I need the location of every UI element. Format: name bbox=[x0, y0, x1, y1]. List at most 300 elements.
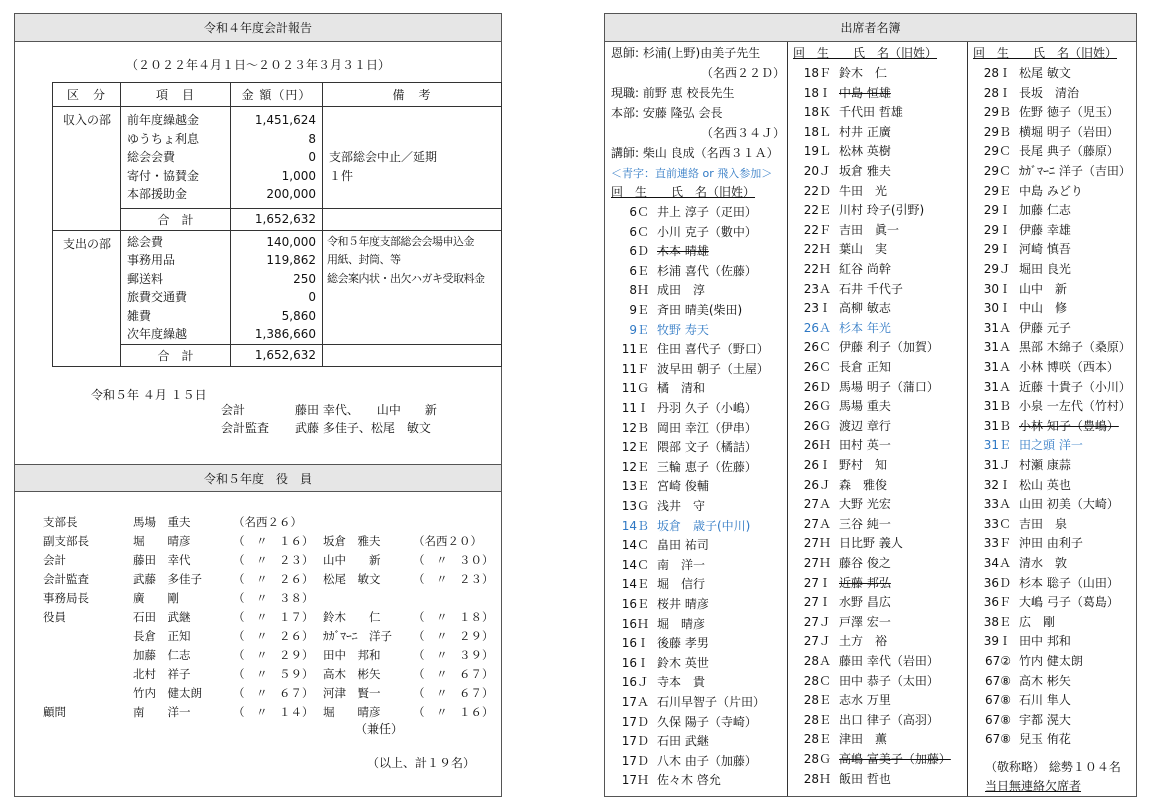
expense-amount: 119,862 bbox=[266, 253, 316, 267]
attendee-name: 牛田 光 bbox=[839, 183, 888, 198]
accounting-panel bbox=[14, 13, 502, 797]
attendee-class: 31Ｂ bbox=[983, 418, 1011, 433]
attendee-row bbox=[793, 711, 939, 731]
officer-role: 支部長 bbox=[43, 515, 78, 529]
signer-names-accounting: 藤田 幸代、 山中 新 bbox=[295, 403, 437, 417]
attendee-class: 29Ｂ bbox=[983, 124, 1011, 139]
income-amounts bbox=[231, 107, 323, 209]
attendee-name: 広 剛 bbox=[1019, 614, 1056, 629]
attendee-name: 石川早智子（片田） bbox=[657, 695, 766, 709]
officer-role: 副支部長 bbox=[43, 534, 89, 548]
attendee-name: 葉山 実 bbox=[839, 242, 888, 257]
attendee-class: 23Ｉ bbox=[803, 301, 831, 316]
attendee-name: 土方 裕 bbox=[839, 634, 888, 649]
attendee-class: 38Ｅ bbox=[983, 614, 1011, 629]
attendee-class: 11Ｇ bbox=[621, 381, 649, 396]
attendee-name: 寺本 貴 bbox=[657, 675, 706, 690]
attendee-row bbox=[973, 378, 1131, 398]
attendee-row bbox=[793, 103, 903, 123]
attendee-row bbox=[793, 730, 887, 750]
attendee-name: 成田 淳 bbox=[657, 283, 706, 298]
attendee-class: 27Ｈ bbox=[803, 556, 831, 570]
income-amount: 1,000 bbox=[281, 168, 316, 183]
attendee-row bbox=[611, 477, 709, 497]
officer-class: （ 〃 ２６） bbox=[233, 572, 314, 586]
attendee-row bbox=[793, 436, 891, 456]
attendee-name: 石田 武継 bbox=[657, 734, 709, 749]
attendee-row bbox=[611, 242, 709, 262]
attendee-class: 29Ｃ bbox=[983, 144, 1011, 159]
officer-role: 会計 bbox=[43, 553, 66, 567]
attendee-row bbox=[611, 517, 750, 537]
attendee-row bbox=[611, 654, 709, 674]
attendee-class: 11Ｆ bbox=[621, 361, 649, 376]
income-note bbox=[329, 185, 501, 204]
attendee-name: 久保 陽子（寺崎） bbox=[657, 714, 757, 729]
attendee-row bbox=[973, 123, 1119, 143]
attendee-class: 36Ｄ bbox=[983, 575, 1011, 590]
attendee-name: 杉浦 喜代（佐藤） bbox=[657, 263, 757, 278]
attendee-class: 29Ｃ bbox=[983, 164, 1011, 178]
attendee-class: 32Ｉ bbox=[983, 477, 1011, 492]
attendee-row bbox=[973, 417, 1119, 437]
attendee-name: 岡田 幸江（伊串） bbox=[657, 420, 757, 435]
attendee-row bbox=[793, 534, 903, 554]
attendee-class: 67⑧ bbox=[984, 673, 1011, 688]
attendee-name: 山田 初美（大崎） bbox=[1019, 497, 1119, 512]
officer-class: （ 〃 ２９） bbox=[413, 629, 494, 643]
attendee-class: 20Ｊ bbox=[803, 164, 831, 178]
attendee-class: 14Ｃ bbox=[621, 538, 649, 553]
officer-class: （ 〃 ２３） bbox=[233, 553, 314, 567]
report-period: （２０２２年４月１日～２０２３年３月３１日） bbox=[125, 58, 390, 72]
roster-intro-line: 恩師: 杉浦(上野)由美子先生 bbox=[611, 46, 761, 60]
attendee-class: 6Ｃ bbox=[629, 224, 649, 239]
attendee-row bbox=[793, 260, 891, 280]
attendee-name: 隈部 文子（橘詰） bbox=[657, 440, 757, 455]
expense-total: 1,652,632 bbox=[231, 344, 323, 366]
attendee-row bbox=[611, 575, 705, 595]
officer-name: 竹内 健太朗 bbox=[133, 686, 202, 700]
officer-class: （ 〃 ６７） bbox=[233, 686, 314, 700]
attendee-name: 河崎 慎吾 bbox=[1019, 242, 1071, 257]
attendee-class: 12Ｅ bbox=[621, 459, 649, 474]
attendee-class: 28Ｅ bbox=[803, 712, 831, 727]
attendee-name: 井上 淳子（疋田） bbox=[657, 205, 757, 219]
attendee-row bbox=[973, 182, 1083, 202]
attendee-name: 藤谷 俊之 bbox=[839, 556, 891, 570]
col-header-item: 項 目 bbox=[121, 83, 231, 107]
attendee-class: 31Ａ bbox=[983, 320, 1011, 335]
column-divider bbox=[787, 42, 788, 796]
attendee-name: 八木 由子（加藤） bbox=[657, 753, 757, 768]
attendee-row bbox=[793, 770, 891, 790]
officer-name: 堀 晴彦 bbox=[133, 534, 191, 548]
attendee-class: 29Ｅ bbox=[983, 183, 1011, 198]
attendee-row bbox=[973, 260, 1071, 280]
attendee-row bbox=[611, 595, 709, 615]
roster-panel bbox=[604, 13, 1137, 797]
attendee-name: 佐野 徳子（児玉） bbox=[1019, 105, 1119, 120]
officer-name: 田中 邦和 bbox=[323, 648, 381, 662]
officer-class: （ 〃 ２６） bbox=[233, 629, 314, 643]
attendee-class: 17Ｈ bbox=[621, 773, 649, 788]
attendee-name: 小林 知子（豊嶋） bbox=[1019, 418, 1119, 433]
attendee-row bbox=[611, 203, 757, 223]
expense-notes bbox=[323, 230, 502, 344]
attendee-class: 33Ｃ bbox=[983, 516, 1011, 531]
attendee-name: 南 洋一 bbox=[657, 557, 706, 572]
expense-amount: 140,000 bbox=[266, 234, 316, 249]
attendee-class: 6Ｃ bbox=[629, 205, 649, 219]
attendee-class: 17Ｄ bbox=[621, 714, 649, 729]
attendee-name: 伊藤 幸雄 bbox=[1019, 222, 1071, 237]
attendee-name: 長尾 典子（藤原） bbox=[1019, 144, 1119, 159]
attendee-row bbox=[793, 417, 891, 437]
roster-intro-line: 現職: 前野 恵 校長先生 bbox=[611, 86, 735, 100]
attendee-row bbox=[611, 360, 769, 380]
attendee-class: 31Ｅ bbox=[983, 438, 1011, 453]
attendee-row bbox=[793, 593, 891, 613]
attendee-class: 26Ｈ bbox=[803, 438, 831, 453]
attendee-name: 野村 知 bbox=[839, 458, 888, 472]
attendee-name: 小泉 一左代（竹村） bbox=[1019, 399, 1131, 414]
attendee-name: 桜井 晴彦 bbox=[657, 597, 709, 611]
attendee-class: 31Ａ bbox=[983, 360, 1011, 374]
attendee-row bbox=[973, 397, 1131, 417]
attendee-row bbox=[793, 613, 891, 633]
attendee-row bbox=[973, 613, 1055, 633]
attendee-row bbox=[611, 752, 757, 772]
attendee-row bbox=[611, 399, 757, 419]
attendee-name: 波早田 朝子（土屋） bbox=[657, 361, 769, 376]
attendee-row bbox=[973, 436, 1083, 456]
officer-class: （ 〃 ２３） bbox=[413, 572, 494, 586]
attendee-class: 27Ｊ bbox=[803, 614, 831, 629]
expense-note bbox=[327, 325, 501, 344]
roster-intro-line: 講師: 柴山 良成（名西３１Ａ） bbox=[611, 146, 779, 160]
attendee-class: 27Ａ bbox=[803, 516, 831, 531]
attendee-class: 30Ｉ bbox=[983, 301, 1011, 316]
attendee-class: 26Ｇ bbox=[803, 418, 831, 433]
attendee-name: 横堀 明子（岩田） bbox=[1019, 124, 1119, 139]
attendee-row bbox=[611, 673, 705, 693]
officer-name: 北村 祥子 bbox=[133, 667, 191, 681]
table-header-row bbox=[53, 83, 502, 107]
attendee-row bbox=[973, 319, 1071, 339]
attendee-name: 中島 みどり bbox=[1019, 183, 1083, 198]
attendee-class: 16Ｊ bbox=[621, 675, 649, 690]
expense-amount: 250 bbox=[293, 271, 316, 286]
col-header-category: 区 分 bbox=[53, 83, 121, 107]
attendee-class: 16Ｉ bbox=[621, 636, 649, 651]
attendee-name: 伊藤 利子（加賀） bbox=[839, 340, 939, 355]
officer-name: 馬場 重夫 bbox=[133, 515, 191, 529]
attendee-name: 大嶋 弓子（葛島） bbox=[1019, 595, 1119, 610]
officer-class: （ 〃 １４） bbox=[233, 705, 314, 719]
expense-amount: 1,386,660 bbox=[254, 327, 316, 341]
attendee-name: 鈴木 仁 bbox=[839, 66, 888, 80]
report-date: 令和５年 ４月 １５日 bbox=[91, 388, 207, 402]
expense-row bbox=[53, 230, 502, 344]
attendee-row bbox=[793, 495, 891, 515]
attendee-name: 長倉 正知 bbox=[839, 360, 891, 374]
officer-class: （名西２６） bbox=[233, 515, 302, 529]
attendee-class: 30Ｉ bbox=[983, 281, 1011, 296]
income-row bbox=[53, 107, 502, 209]
attendee-row bbox=[793, 632, 887, 652]
income-amount: 0 bbox=[308, 150, 316, 164]
officer-name: 山中 新 bbox=[323, 553, 381, 567]
attendee-name: 堀 信行 bbox=[657, 577, 706, 592]
attendee-name: 村井 正廣 bbox=[839, 124, 891, 139]
attendee-row bbox=[611, 458, 757, 478]
officer-concurrent-note: （兼任） bbox=[355, 722, 404, 736]
officers-title: 令和５年度 役 員 bbox=[15, 464, 501, 492]
officer-name: 高木 彬矢 bbox=[323, 667, 381, 681]
expense-note bbox=[327, 307, 501, 326]
officers-total: （以上、計１９名） bbox=[367, 756, 476, 770]
attendee-name: 日比野 義人 bbox=[839, 536, 903, 551]
attendee-row bbox=[793, 574, 891, 594]
attendee-row bbox=[793, 750, 951, 770]
attendee-name: 橘 清和 bbox=[657, 381, 706, 396]
attendee-class: 17Ａ bbox=[621, 695, 649, 709]
officer-name: 河津 賢一 bbox=[323, 686, 381, 700]
expense-note: 令和５年度支部総会会場申込金 bbox=[327, 234, 474, 248]
attendee-row bbox=[973, 280, 1067, 300]
attendee-row bbox=[973, 162, 1131, 182]
attendee-name: 浅井 守 bbox=[657, 499, 706, 513]
attendee-row bbox=[793, 221, 899, 241]
expense-note: 総会案内状・出欠ハガキ受取料金 bbox=[327, 271, 485, 285]
attendee-class: 18Ｋ bbox=[803, 105, 831, 120]
attendee-class: 6Ｄ bbox=[629, 244, 649, 259]
attendee-row bbox=[793, 652, 939, 672]
attendee-row bbox=[793, 201, 924, 221]
attendee-class: 14Ｂ bbox=[621, 518, 649, 533]
income-item: 総会会費 bbox=[127, 150, 176, 164]
officer-class: （ 〃 ３９） bbox=[413, 648, 494, 662]
attendee-class: 9Ｅ bbox=[629, 322, 649, 337]
officer-name: 加藤 仁志 bbox=[133, 648, 191, 662]
attendee-class: 28Ａ bbox=[803, 654, 831, 668]
attendee-row bbox=[973, 672, 1071, 692]
col1-header: 回 生 氏 名（旧姓） bbox=[611, 185, 756, 199]
officer-name: 石田 武継 bbox=[133, 610, 191, 624]
officer-name: 鈴木 仁 bbox=[323, 610, 381, 624]
attendee-row bbox=[973, 201, 1071, 221]
attendee-name: 松山 英也 bbox=[1019, 477, 1071, 492]
attendee-class: 26Ｄ bbox=[803, 379, 831, 394]
attendee-class: 26Ｊ bbox=[803, 477, 831, 492]
attendee-name: 畠田 祐司 bbox=[657, 538, 709, 553]
attendee-row bbox=[793, 358, 891, 378]
officer-class: （ 〃 １６） bbox=[233, 534, 314, 548]
attendee-class: 16Ｈ bbox=[621, 616, 649, 631]
attendee-class: 34Ａ bbox=[983, 556, 1011, 570]
col2-header: 回 生 氏 名（旧姓） bbox=[793, 46, 938, 60]
col-header-amount: 金 額（円） bbox=[231, 83, 323, 107]
attendee-row bbox=[793, 672, 939, 692]
officer-name: ｶｶﾞﾏｰﾆ 洋子 bbox=[323, 629, 392, 643]
expense-category bbox=[53, 230, 121, 366]
expense-item: 次年度繰越 bbox=[127, 327, 188, 341]
attendee-row bbox=[973, 299, 1067, 319]
attendee-name: 吉田 眞一 bbox=[839, 222, 900, 237]
income-amount: 8 bbox=[308, 131, 316, 146]
expense-item: 旅費交通費 bbox=[127, 290, 188, 304]
attendee-name: 三谷 純一 bbox=[839, 516, 891, 531]
attendee-row bbox=[611, 556, 705, 576]
attendee-class: 19Ｌ bbox=[803, 144, 831, 159]
attendee-name: 高木 彬矢 bbox=[1019, 673, 1071, 688]
attendee-name: 出口 律子（高羽） bbox=[839, 712, 939, 727]
attendee-row bbox=[793, 84, 891, 104]
attendee-name: 田中 恭子（太田） bbox=[839, 673, 939, 688]
roster-intro-line: 本部: 安藤 隆弘 会長 bbox=[611, 106, 723, 120]
attendee-class: 26Ｇ bbox=[803, 399, 831, 414]
expense-total-row bbox=[53, 344, 502, 366]
attendee-class: 31Ｊ bbox=[983, 458, 1011, 472]
attendee-name: 沖田 由利子 bbox=[1019, 536, 1083, 551]
income-note: １件 bbox=[329, 168, 354, 183]
attendee-row bbox=[793, 162, 891, 182]
attendee-name: 杉本 聡子（山田） bbox=[1019, 575, 1119, 590]
signer-role-audit: 会計監査 bbox=[221, 421, 270, 435]
income-total-label: 合 計 bbox=[121, 208, 231, 230]
officer-name: 坂倉 雅夫 bbox=[323, 534, 381, 548]
income-item: 寄付・協賛金 bbox=[127, 168, 200, 183]
attendee-name: 兒玉 侑花 bbox=[1019, 732, 1071, 747]
attendee-name: 宇都 滉大 bbox=[1019, 712, 1071, 727]
attendee-row bbox=[793, 338, 939, 358]
attendee-row bbox=[611, 713, 757, 733]
attendee-name: 吉田 泉 bbox=[1019, 516, 1068, 531]
attendee-name: 長坂 清治 bbox=[1019, 85, 1080, 100]
income-item: 前年度繰越金 bbox=[127, 113, 200, 127]
attendee-row bbox=[973, 103, 1119, 123]
attendee-class: 27Ｊ bbox=[803, 634, 831, 649]
income-note: 支部総会中止／延期 bbox=[329, 150, 438, 164]
attendee-class: 28Ｅ bbox=[803, 693, 831, 708]
attendee-name: 近藤 邦弘 bbox=[839, 575, 891, 590]
attendee-name: 小林 博咲（西本） bbox=[1019, 360, 1119, 374]
roster-intro-line: （名西３４Ｊ） bbox=[701, 126, 786, 140]
attendee-row bbox=[793, 456, 887, 476]
attendee-class: 28Ｉ bbox=[983, 85, 1011, 100]
attendee-name: 清水 敦 bbox=[1019, 556, 1068, 570]
income-item: ゆうちょ利息 bbox=[127, 131, 200, 146]
attendee-row bbox=[793, 142, 891, 162]
income-note bbox=[329, 111, 501, 130]
attendee-class: 31Ａ bbox=[983, 340, 1011, 355]
attendee-class: 26Ｃ bbox=[803, 340, 831, 355]
attendee-class: 13Ｇ bbox=[621, 499, 649, 513]
col-header-note: 備 考 bbox=[323, 83, 502, 107]
officer-role: 会計監査 bbox=[43, 572, 89, 586]
attendee-row bbox=[611, 497, 705, 517]
attendee-class: 36Ｆ bbox=[983, 595, 1011, 610]
attendee-class: 29Ｉ bbox=[983, 203, 1011, 218]
attendee-class: 8Ｈ bbox=[629, 283, 649, 298]
attendee-row bbox=[973, 574, 1119, 594]
attendee-row bbox=[611, 223, 757, 243]
attendee-class: 27Ｉ bbox=[803, 575, 831, 590]
attendee-name: ｶｶﾞﾏｰﾆ 洋子（吉田） bbox=[1019, 164, 1131, 178]
attendee-name: 伊藤 元子 bbox=[1019, 320, 1071, 335]
attendee-name: 津田 薫 bbox=[839, 732, 888, 747]
attendee-class: 28Ｅ bbox=[803, 732, 831, 747]
expense-amount: 5,860 bbox=[281, 308, 316, 323]
officer-name: 廣 剛 bbox=[133, 591, 179, 605]
attendee-name: 志水 万里 bbox=[839, 693, 891, 708]
attendee-class: 22Ｆ bbox=[803, 222, 831, 237]
attendee-class: 28Ｈ bbox=[803, 771, 831, 786]
attendee-class: 29Ｊ bbox=[983, 262, 1011, 276]
attendee-class: 26Ａ bbox=[803, 320, 831, 335]
attendee-class: 22Ｈ bbox=[803, 262, 831, 276]
attendee-class: 29Ｉ bbox=[983, 242, 1011, 257]
attendee-row bbox=[973, 495, 1119, 515]
attendee-row bbox=[793, 515, 891, 535]
attendee-row bbox=[973, 142, 1119, 162]
attendee-row bbox=[793, 280, 903, 300]
attendee-class: 67⑧ bbox=[984, 712, 1011, 727]
officer-class: （ 〃 ６７） bbox=[413, 667, 494, 681]
attendee-row bbox=[611, 634, 709, 654]
attendee-name: 竹内 健太朗 bbox=[1019, 654, 1083, 668]
attendee-name: 牧野 寿天 bbox=[657, 322, 709, 337]
officer-class: （ 〃 ３８） bbox=[233, 591, 314, 605]
attendee-class: 28Ｃ bbox=[803, 673, 831, 688]
attendee-row bbox=[973, 534, 1083, 554]
attendee-class: 12Ｅ bbox=[621, 440, 649, 455]
officer-role: 顧問 bbox=[43, 705, 66, 719]
attendee-class: 22Ｅ bbox=[803, 203, 831, 218]
attendee-name: 堀 晴彦 bbox=[657, 616, 706, 631]
income-amount: 200,000 bbox=[266, 187, 316, 201]
attendee-class: 14Ｅ bbox=[621, 577, 649, 592]
attendee-name: 木本 晴雄 bbox=[657, 244, 709, 259]
roster-legend: ＜青字：直前連絡 or 飛入参加＞ bbox=[611, 167, 773, 180]
accounting-table bbox=[52, 82, 502, 367]
attendee-name: 村瀬 康蒜 bbox=[1019, 458, 1071, 472]
attendee-name: 黒部 木綿子（桑原） bbox=[1019, 340, 1131, 355]
attendee-class: 27Ｉ bbox=[803, 595, 831, 610]
attendee-name: 飯田 哲也 bbox=[839, 771, 891, 786]
attendee-name: 千代田 哲雄 bbox=[839, 105, 903, 120]
attendee-row bbox=[973, 632, 1071, 652]
roster-footer: 当日無連絡欠席者 bbox=[985, 779, 1082, 793]
attendee-row bbox=[973, 240, 1071, 260]
attendee-name: 中島 恒雄 bbox=[839, 85, 891, 100]
expense-item: 雑費 bbox=[127, 308, 152, 323]
officer-name: 松尾 敏文 bbox=[323, 572, 381, 586]
attendee-name: 宮崎 俊輔 bbox=[657, 479, 709, 494]
attendee-row bbox=[611, 340, 769, 360]
officer-name: 堀 晴彦 bbox=[323, 705, 381, 719]
attendee-row bbox=[973, 515, 1067, 535]
attendee-row bbox=[973, 593, 1119, 613]
attendee-class: 22Ｈ bbox=[803, 242, 831, 257]
attendee-name: 石井 千代子 bbox=[839, 281, 903, 296]
attendee-class: 13Ｅ bbox=[621, 479, 649, 494]
attendee-class: 33Ｆ bbox=[983, 536, 1011, 551]
attendee-class: 18Ｆ bbox=[803, 66, 831, 80]
attendee-name: 高嶋 富美子（加藤） bbox=[839, 752, 951, 766]
attendee-name: 丹羽 久子（小嶋） bbox=[657, 401, 757, 415]
